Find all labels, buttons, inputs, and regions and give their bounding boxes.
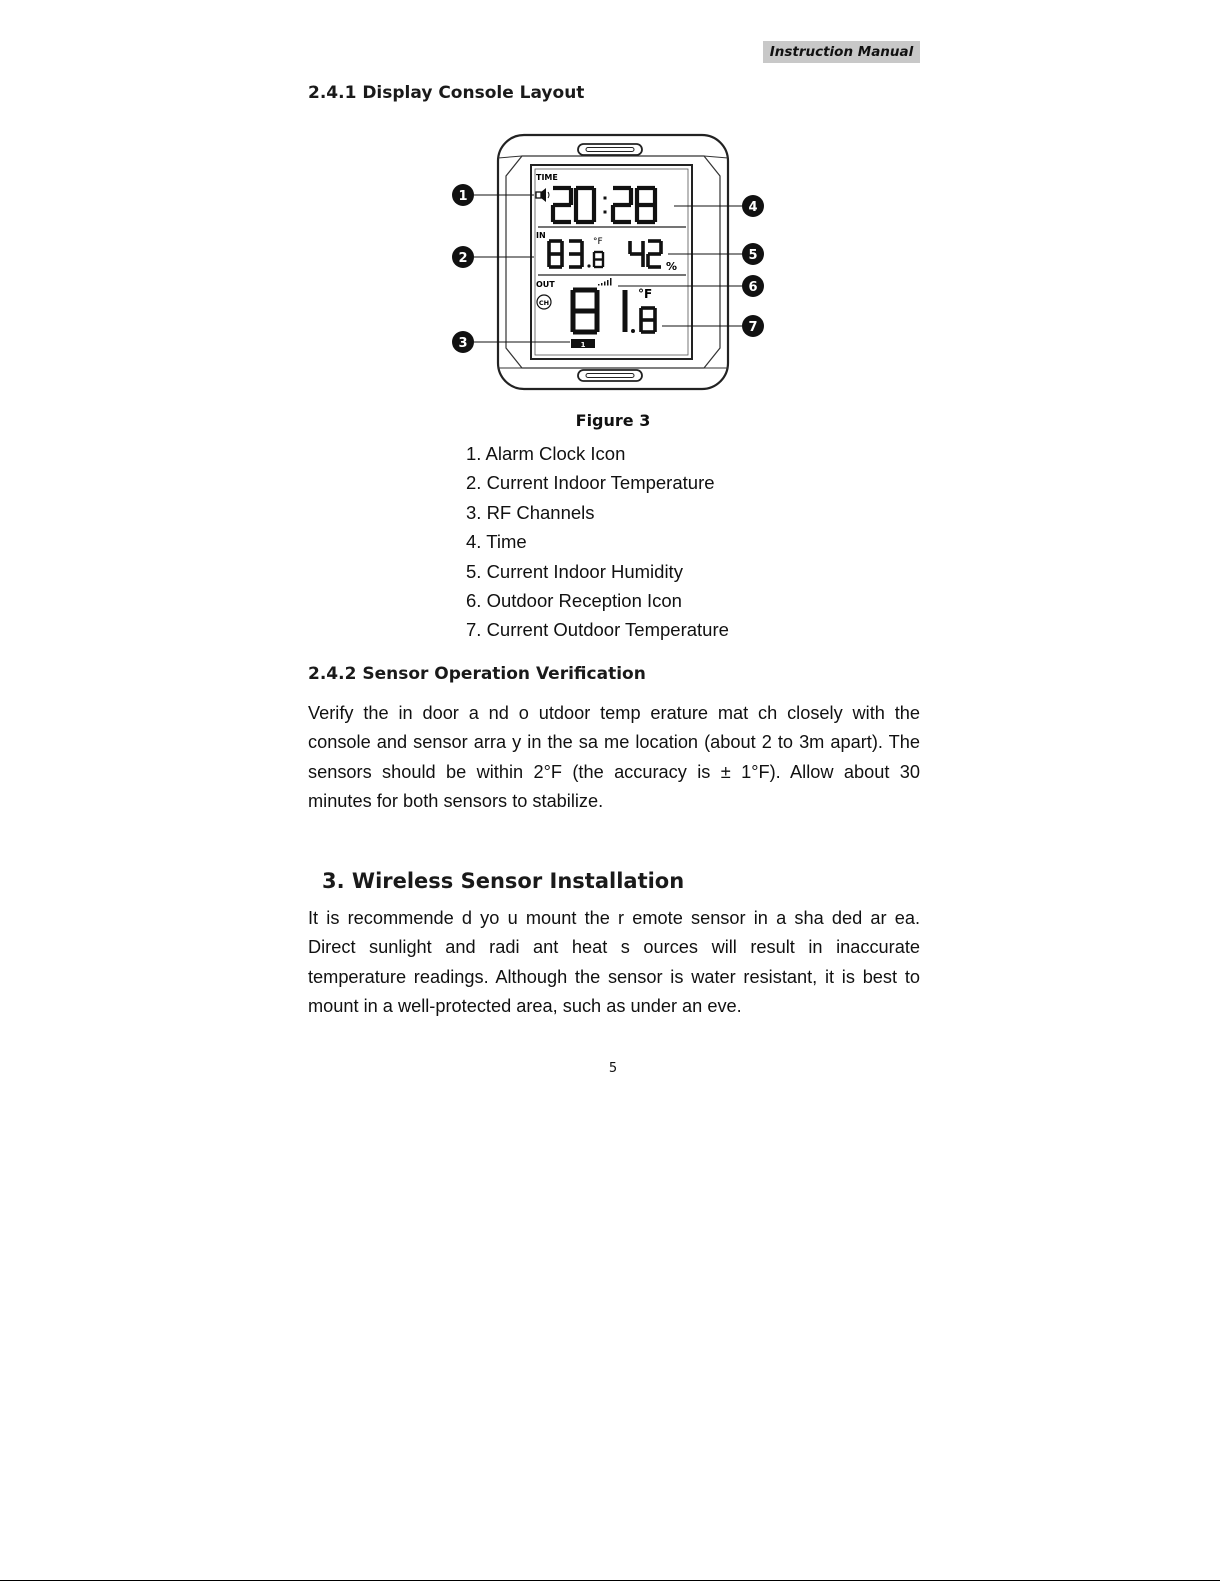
lcd-channel-value: 1 <box>580 341 586 349</box>
figure-caption: Figure 3 <box>575 411 651 430</box>
lcd-in-temp-unit: °F <box>593 237 603 247</box>
callout-4 <box>742 195 764 217</box>
legend-item: 1. Alarm Clock Icon <box>466 443 626 464</box>
top-button <box>578 144 642 155</box>
legend-item: 5. Current Indoor Humidity <box>466 560 683 582</box>
page-number: 5 <box>608 1061 618 1076</box>
section-title-display-console-layout: 2.4.1 Display Console Layout <box>308 83 585 103</box>
figure-legend <box>466 439 729 645</box>
svg-text:3: 3 <box>458 336 468 351</box>
callout-6 <box>742 275 764 297</box>
lcd-ch-label: CH <box>538 299 550 307</box>
svg-text:2: 2 <box>458 251 468 266</box>
lcd-decimal-point <box>587 264 590 267</box>
legend-item: 3. RF Channels <box>466 501 595 523</box>
legend-item: 7. Current Outdoor Temperature <box>466 619 729 641</box>
paragraph-sensor-installation: It is recommende d yo u mount the r emote sensor in a sha ded ar ea. Direct sunlight and radi ant heat s ources will result in inaccurate temperature readings. Although the sensor is water resistant, it is best to mount in a well-protected area, such as under an eve. <box>308 908 920 1016</box>
page-bottom-rule <box>0 1580 1220 1581</box>
lcd-out-temp-unit: °F <box>638 287 653 301</box>
callout-7 <box>742 315 764 337</box>
callout-5 <box>742 243 764 265</box>
lcd-time-colon <box>604 211 607 214</box>
lcd-time-label: TIME <box>536 173 558 182</box>
svg-text:1: 1 <box>458 189 468 204</box>
lcd-humidity-unit: % <box>666 260 678 273</box>
lcd-time-colon <box>604 197 607 200</box>
callout-1 <box>452 184 474 206</box>
svg-text:7: 7 <box>748 320 758 335</box>
callout-3 <box>452 331 474 353</box>
legend-item: 2. Current Indoor Temperature <box>466 472 715 494</box>
console-figure <box>450 130 780 392</box>
callout-2 <box>452 246 474 268</box>
lcd-decimal-point <box>631 329 635 333</box>
svg-text:4: 4 <box>748 200 758 215</box>
paragraph-sensor-verification: Verify the in door a nd o utdoor temp erature mat ch closely with the console and sensor arra y in the sa me location (about 2 to 3m apart). The sensors should be within 2°F (the accuracy is ± 1°F). Allow about 30 minutes for both sensors to stabilize. <box>308 703 920 811</box>
chapter-title-wireless-sensor-installation: 3. Wireless Sensor Installation <box>322 869 685 893</box>
bottom-button <box>578 370 642 381</box>
lcd-out-label: OUT <box>536 280 555 289</box>
legend-item: 4. Time <box>466 531 527 553</box>
legend-item: 6. Outdoor Reception Icon <box>466 589 682 611</box>
header-badge: Instruction Manual <box>763 41 920 63</box>
section-title-sensor-operation-verification: 2.4.2 Sensor Operation Verification <box>308 664 646 684</box>
svg-text:6: 6 <box>748 280 758 295</box>
svg-text:5: 5 <box>748 248 758 263</box>
lcd-in-label: IN <box>536 231 546 240</box>
